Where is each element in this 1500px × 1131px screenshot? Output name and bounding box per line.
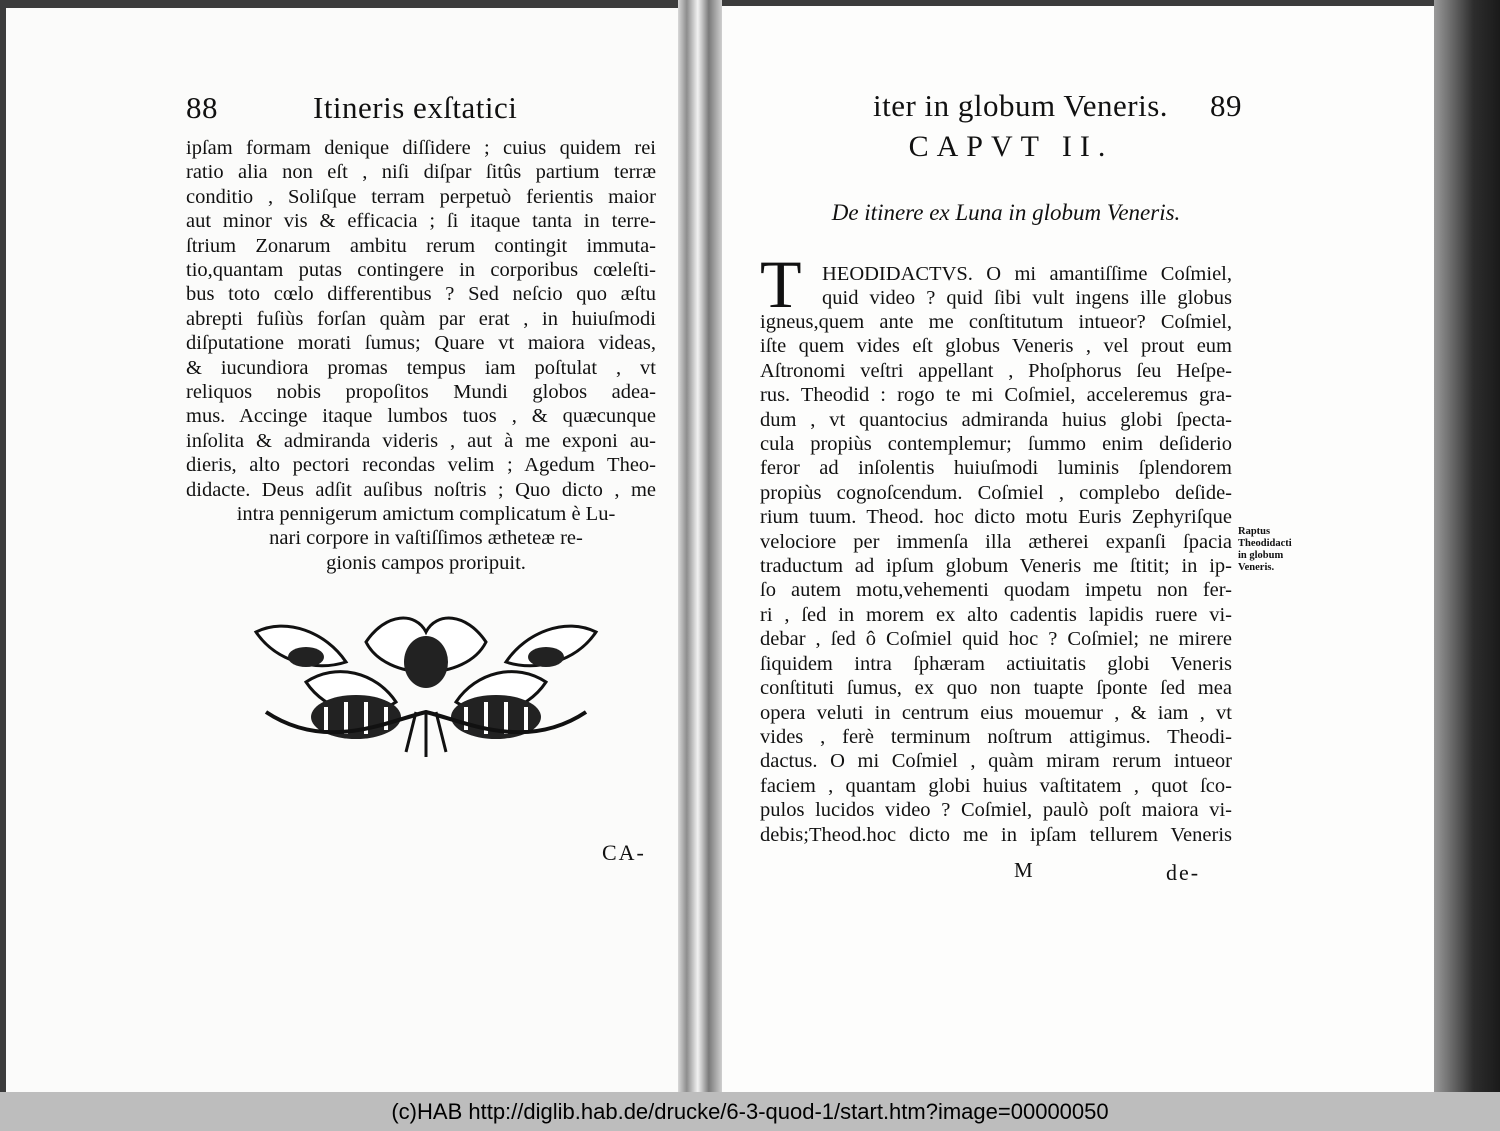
chapter-subtitle: De itinere ex Luna in globum Veneris. (831, 200, 1181, 225)
text-line: dum , vt quantocius admiranda huius globi ſpecta- (760, 408, 1232, 431)
text-line: iſte quem vides eſt globus Veneris , vel prout eum (760, 335, 1232, 358)
text-line: quid video ? quid ſibi vult ingens ille globus (822, 287, 1232, 310)
right-body-text (760, 310, 1232, 847)
margin-note (1238, 526, 1298, 574)
text-line: diſputatione morati ſumus; Quare vt maiora videas, (186, 332, 656, 355)
text-line: gionis campos proripuit. (326, 551, 526, 574)
text-line: ipſam formam denique diſſidere ; cuius quidem rei (186, 137, 656, 159)
text-line: rus. Theodid : rogo te mi Coſmiel, acceleremus gra- (760, 384, 1232, 407)
margin-note-line: Raptus (1238, 526, 1271, 537)
text-line: ri , ſed in morem ex alto cadentis lapidis ruere vi- (760, 603, 1232, 626)
text-line: vides , ferè terminum noſtrum attigimus. Theodi- (760, 725, 1232, 748)
left-catchword: CA- (602, 840, 646, 865)
text-line: didacte. Deus adſit auſibus noſtris ; Quo dicto , me (186, 478, 656, 501)
text-line: faciem , quantam globi huius vaſtitatem , quot ſco- (760, 774, 1232, 797)
left-page-number: 88 (186, 90, 218, 125)
left-body-text (186, 136, 656, 502)
book-gutter (678, 0, 722, 1092)
text-line: bus toto cœlo differentibus ? Sed neſcio quo æſtu (186, 283, 656, 306)
margin-note-line: Veneris. (1238, 562, 1275, 573)
text-line: abrepti fuſiùs forſan quàm par erat , in huiuſmodi (186, 307, 656, 330)
text-line: ratio alia non eſt , niſi diſpar ſitûs partium terræ (186, 161, 656, 184)
text-line: nari corpore in vaſtiſſimos ætheteæ re- (269, 527, 583, 550)
copyright-footer: (c)HAB http://diglib.hab.de/drucke/6-3-quod-1/start.htm?image=00000050 (0, 1092, 1500, 1131)
floral-ornament (246, 612, 606, 772)
text-line: aut minor vis & efficacia ; ſi itaque tanta in terre- (186, 210, 656, 233)
text-line: ſtrium Zonarum ambitu rerum contingit immuta- (186, 234, 656, 257)
text-line: conditio , Soliſque terram perpetuò ferientis maior (186, 185, 656, 208)
gathering-signature: M (1014, 858, 1033, 882)
text-line: conſtituti ſumus, ex quo non tuapte ſponte ſed mea (760, 677, 1232, 700)
text-line: inſolita & admiranda videris , aut à me exponi au- (186, 429, 656, 452)
text-line: ſiquidem intra ſphæram actiuitatis globi Veneris (760, 652, 1232, 675)
text-line: Aſtronomi veſtri appellant , Phoſphorus ſeu Heſpe- (760, 359, 1232, 382)
text-line: propiùs cognoſcendum. Coſmiel , complebo deſide- (760, 481, 1232, 504)
text-line: traductum ad ipſum globum Veneris me ſtitit; in ip- (760, 555, 1232, 578)
text-line: rium tuum. Theod. hoc dicto motu Euris Zephyriſque (760, 506, 1232, 529)
text-line: debis;Theod.hoc dicto me in ipſam tellurem Veneris (760, 823, 1232, 846)
margin-note-line: in globum (1238, 550, 1284, 561)
text-line: igneus,quem ante me conſtitutum intueor? Coſmiel, (760, 311, 1232, 333)
drop-cap: T (760, 246, 802, 322)
right-page-number: 89 (1210, 88, 1242, 123)
text-line: intra pennigerum amictum complicatum è Lu- (236, 503, 616, 525)
text-line: tio,quantam putas contingere in corporibus cœleſti- (186, 259, 656, 282)
chapter-title: CAPVT II. (908, 130, 1114, 163)
text-line: dieris, alto pectori recondas velim ; Agedum Theo- (186, 454, 656, 477)
left-closing-text (206, 502, 646, 575)
text-line: velociore per immenſa illa ætherei expanſi ſpacia (760, 530, 1232, 553)
text-line: cula propiùs contemplemur; ſummo enim deſiderio (760, 433, 1232, 456)
text-line: & iucundiora promas tempus iam poſtulat , vt (186, 356, 656, 379)
text-line: mus. Accinge itaque lumbos tuos , & quæcunque (186, 405, 656, 428)
text-line: dactus. O mi Coſmiel , quàm miram rerum intueor (760, 750, 1232, 773)
text-line: pulos lucidos video ? Coſmiel, paulò poſt maiora vi- (760, 799, 1232, 822)
text-line: ſo autem motu,vehementi quodam impetu non fer- (760, 579, 1232, 602)
text-line: debar , ſed ô Coſmiel quid hoc ? Coſmiel; ne mirere (760, 628, 1232, 651)
right-first-lines (822, 262, 1232, 311)
margin-note-line: Theodidacti (1238, 538, 1292, 549)
right-running-head: iter in globum Veneris. (873, 88, 1169, 123)
left-running-head: Itineris exſtatici (313, 90, 518, 125)
text-line: HEODIDACTVS. O mi amantiſſime Coſmiel, (822, 263, 1232, 285)
text-line: reliquos nobis propoſitos Mundi globos adea- (186, 381, 656, 404)
text-line: opera veluti in centrum eius mouemur , & iam , vt (760, 701, 1232, 724)
right-catchword: de- (1166, 860, 1201, 885)
text-line: feror ad inſolentis huiuſmodi luminis ſplendorem (760, 457, 1232, 480)
page-edge (1434, 0, 1500, 1092)
